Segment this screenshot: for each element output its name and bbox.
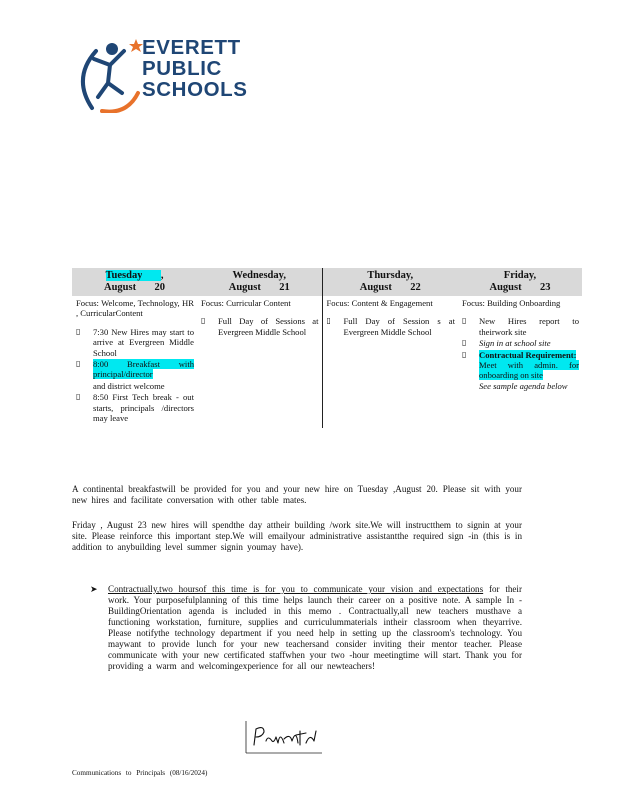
arrow-bullet-icon: ➤ [90, 584, 98, 594]
breakfast-paragraph: A continental breakfastwill be provided for you and your new hire on Tuesday ,August 20. Please sit with your new hires and facilitate conversation with other table mates. [72, 484, 522, 505]
schedule-content-row [72, 296, 582, 428]
wednesday-focus: Focus: Curricular Content [201, 298, 291, 308]
tuesday-focus: Focus: Welcome, Technology, HR , CurricularContent [76, 298, 194, 319]
list-item: ▯ 8:50 First Tech break - out starts, principals /directors may leave [76, 392, 194, 424]
header-friday: Friday, August 23 [458, 268, 582, 296]
handwritten-signature [244, 719, 324, 755]
list-item: ▯ 8:00 Breakfast with principal/director [76, 359, 194, 380]
list-item: ▯ New Hires report to theirwork site [462, 316, 579, 337]
list-item: ▯ 7:30 New Hires may start to arrive at Evergreen Middle School [76, 326, 194, 358]
list-item: ▯ Full Day of Session s at Evergreen Middle School [326, 316, 455, 337]
header-wednesday: Wednesday, August 21 [197, 268, 322, 296]
logo-wordmark: EVERETT PUBLIC SCHOOLS [142, 36, 248, 101]
friday-cell [458, 296, 582, 428]
header-thursday: Thursday, August 22 [322, 268, 458, 296]
list-item-continuation: and district welcome [93, 380, 165, 391]
friday-focus: Focus: Building Onboarding [462, 298, 561, 308]
thursday-focus: Focus: Content & Engagement [326, 298, 433, 308]
header-tuesday: Tuesday , August 20 [72, 268, 197, 296]
contractual-underlined-text: Contractually,two hoursof this time is for you to communicate your vision and expectations [108, 584, 484, 594]
thursday-cell [322, 296, 458, 428]
contractual-rest-text: for their work. Your purposefulplanning of this time helps launch their career on a positive note. A sample In -BuildingOrientation agenda is included in this memo . Contractually,all new teachers musthave a functioning workstation, furniture, supplies and curriculummaterials intheir classroom when theyarrive. Please notifythe technology department if you need help in setting up the classroom's technology. You maywant to provide lunch for your new teachersand consider inviting their mentor teacher. Please communicate with your new certificated staffwhen your two -hour meetingtime will start. Thank you for providing a warm and welcomingexperience for all our newteachers! [108, 584, 522, 671]
list-item: ▯ Sign in at school site [462, 338, 551, 349]
footer-note: Communications to Principals (08/16/2024) [72, 769, 208, 777]
friday-paragraph: Friday , August 23 new hires will spendthe day attheir building /work site.We will instructthem to signin at your site. Please reinforce this important step.We will emailyour administrative assistantthe required sign -in (this is in addition to anybuilding level summer signin youmay have). [72, 520, 522, 552]
list-item: ▯ Full Day of Sessions at Evergreen Middle School [201, 316, 319, 337]
tuesday-cell [72, 296, 197, 428]
contractual-paragraph [90, 584, 522, 672]
wednesday-cell [197, 296, 322, 428]
list-item: ▯ Contractual Requirement: Meet with admin. for onboarding on site See sample agenda below [462, 349, 579, 391]
new-hire-week-schedule [72, 268, 582, 428]
schedule-header-row [72, 268, 582, 296]
